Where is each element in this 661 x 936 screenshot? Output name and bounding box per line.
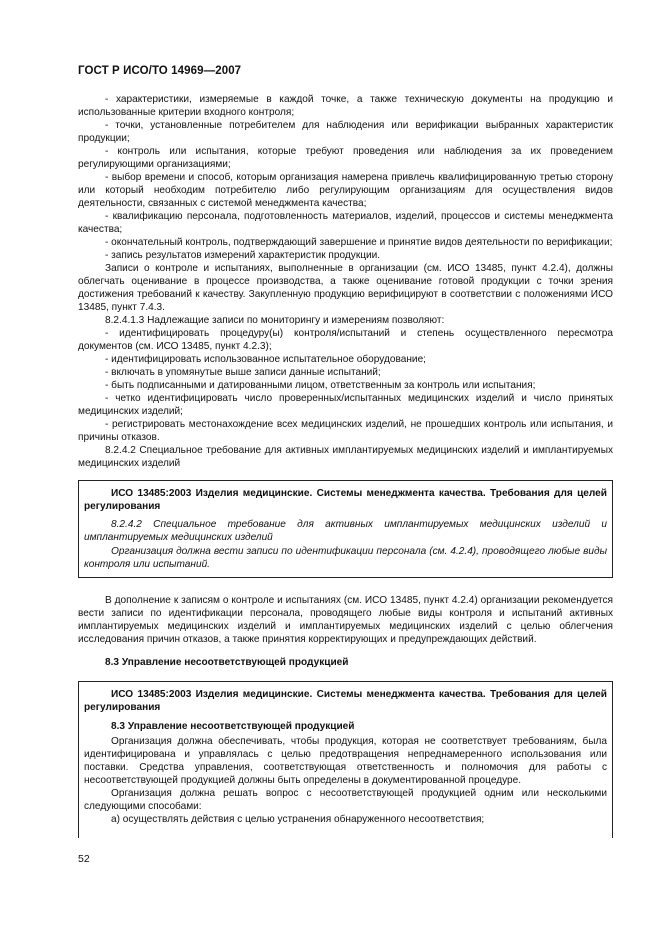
body-paragraph: Записи о контроле и испытаниях, выполненные в организации (см. ИСО 13485, пункт 4.2.4), должны облегчать оценивание в процессе производства, а также оценивание готовой продукции с точки зрения достижения требований к качеству. Закупленную продукцию верифицируют в соответствии с положениями ИСО 13485, пункт 7.4.3.: [78, 263, 613, 313]
list-item: - регистрировать местонахождение всех медицинских изделий, не прошедших контроль или испытания, и причины отказов.: [78, 419, 613, 443]
clause-paragraph: 8.2.4.2 Специальное требование для активных имплантируемых медицинских изделий и имплантируемых медицинских изделий: [78, 445, 613, 469]
list-item: - идентифицировать процедуру(ы) контроля/испытаний и степень осуществленного пересмотра документов (см. ИСО 13485, пункт 4.2.3);: [78, 328, 613, 352]
quote-paragraph: Организация должна обеспечивать, чтобы продукция, которая не соответствует требованиям, была идентифицирована и управлялась с целью предотвращения непреднамеренного использования или поставки. Средства управления, соответствующая ответственность и полномочия для работы с несоответствующей продукцией должны быть определены в документированной процедуре.: [84, 736, 607, 786]
list-item: - включать в упомянутые выше записи данные испытаний;: [105, 367, 381, 378]
quote-paragraph: Организация должна решать вопрос с несоответствующей продукцией одним или несколькими следующими способами:: [84, 788, 607, 812]
page-body: [78, 93, 613, 838]
section-heading: 8.3 Управление несоответствующей продукцией: [105, 657, 349, 668]
quote-title: ИСО 13485:2003 Изделия медицинские. Системы менеджмента качества. Требования для целей регулирования: [84, 689, 607, 713]
body-paragraph: В дополнение к записям о контроле и испытаниях (см. ИСО 13485, пункт 4.2.4) организации рекомендуется вести записи по идентификации персонала, проводящего любые виды контроля и испытаний активных имплантируемых медицинских изделий и имплантируемых медицинских изделий с целью облегчения исследования причин отказов, а также принятия корректирующих и предупреждающих действий.: [78, 595, 613, 645]
list-item: - идентифицировать использованное испытательное оборудование;: [105, 354, 426, 365]
page-number: 52: [78, 853, 90, 865]
iso-quote-box-2: [78, 681, 613, 838]
list-item: - четко идентифицировать число проверенных/испытанных медицинских изделий и число принятых медицинских изделий;: [78, 393, 613, 417]
iso-quote-box: [78, 480, 613, 578]
quote-text: Организация должна вести записи по идентификации персонала (см. 4.2.4), проводящего любые виды контроля или испытаний.: [84, 546, 607, 570]
clause-paragraph: 8.2.4.1.3 Надлежащие записи по мониторингу и измерениям позволяют:: [105, 315, 445, 326]
quote-subheading: 8.3 Управление несоответствующей продукцией: [111, 721, 355, 732]
list-item: - быть подписанными и датированными лицом, ответственным за контроль или испытания;: [105, 380, 536, 391]
quote-list-item: а) осуществлять действия с целью устранения обнаруженного несоответствия;: [111, 814, 485, 825]
list-item: - точки, установленные потребителем для наблюдения или верификации выбранных характеристик продукции;: [78, 120, 613, 144]
quote-title: ИСО 13485:2003 Изделия медицинские. Системы менеджмента качества. Требования для целей регулирования: [84, 488, 607, 512]
list-item: - окончательный контроль, подтверждающий завершение и принятие видов деятельности по верификации;: [105, 237, 613, 248]
list-item: - характеристики, измеряемые в каждой точке, а также техническую документы на продукцию и использованные критерии входного контроля;: [78, 94, 613, 118]
list-item: - контроль или испытания, которые требуют проведения или наблюдения за их проведением регулирующими организациями;: [78, 146, 613, 170]
list-item: - выбор времени и способ, которым организация намерена привлечь квалифицированную третью сторону или который необходим потребителю либо регулирующим организациям для осуществления видов деятельности, связанных с системой менеджмента качества;: [78, 172, 613, 209]
document-header: ГОСТ Р ИСО/ТО 14969—2007: [78, 65, 242, 77]
quote-clause: 8.2.4.2 Специальное требование для активных имплантируемых медицинских изделий и имплантируемых медицинских изделий: [84, 519, 607, 543]
list-item: - запись результатов измерений характеристик продукции.: [105, 250, 381, 261]
list-item: - квалификацию персонала, подготовленность материалов, изделий, процессов и системы менеджмента качества;: [78, 211, 613, 235]
